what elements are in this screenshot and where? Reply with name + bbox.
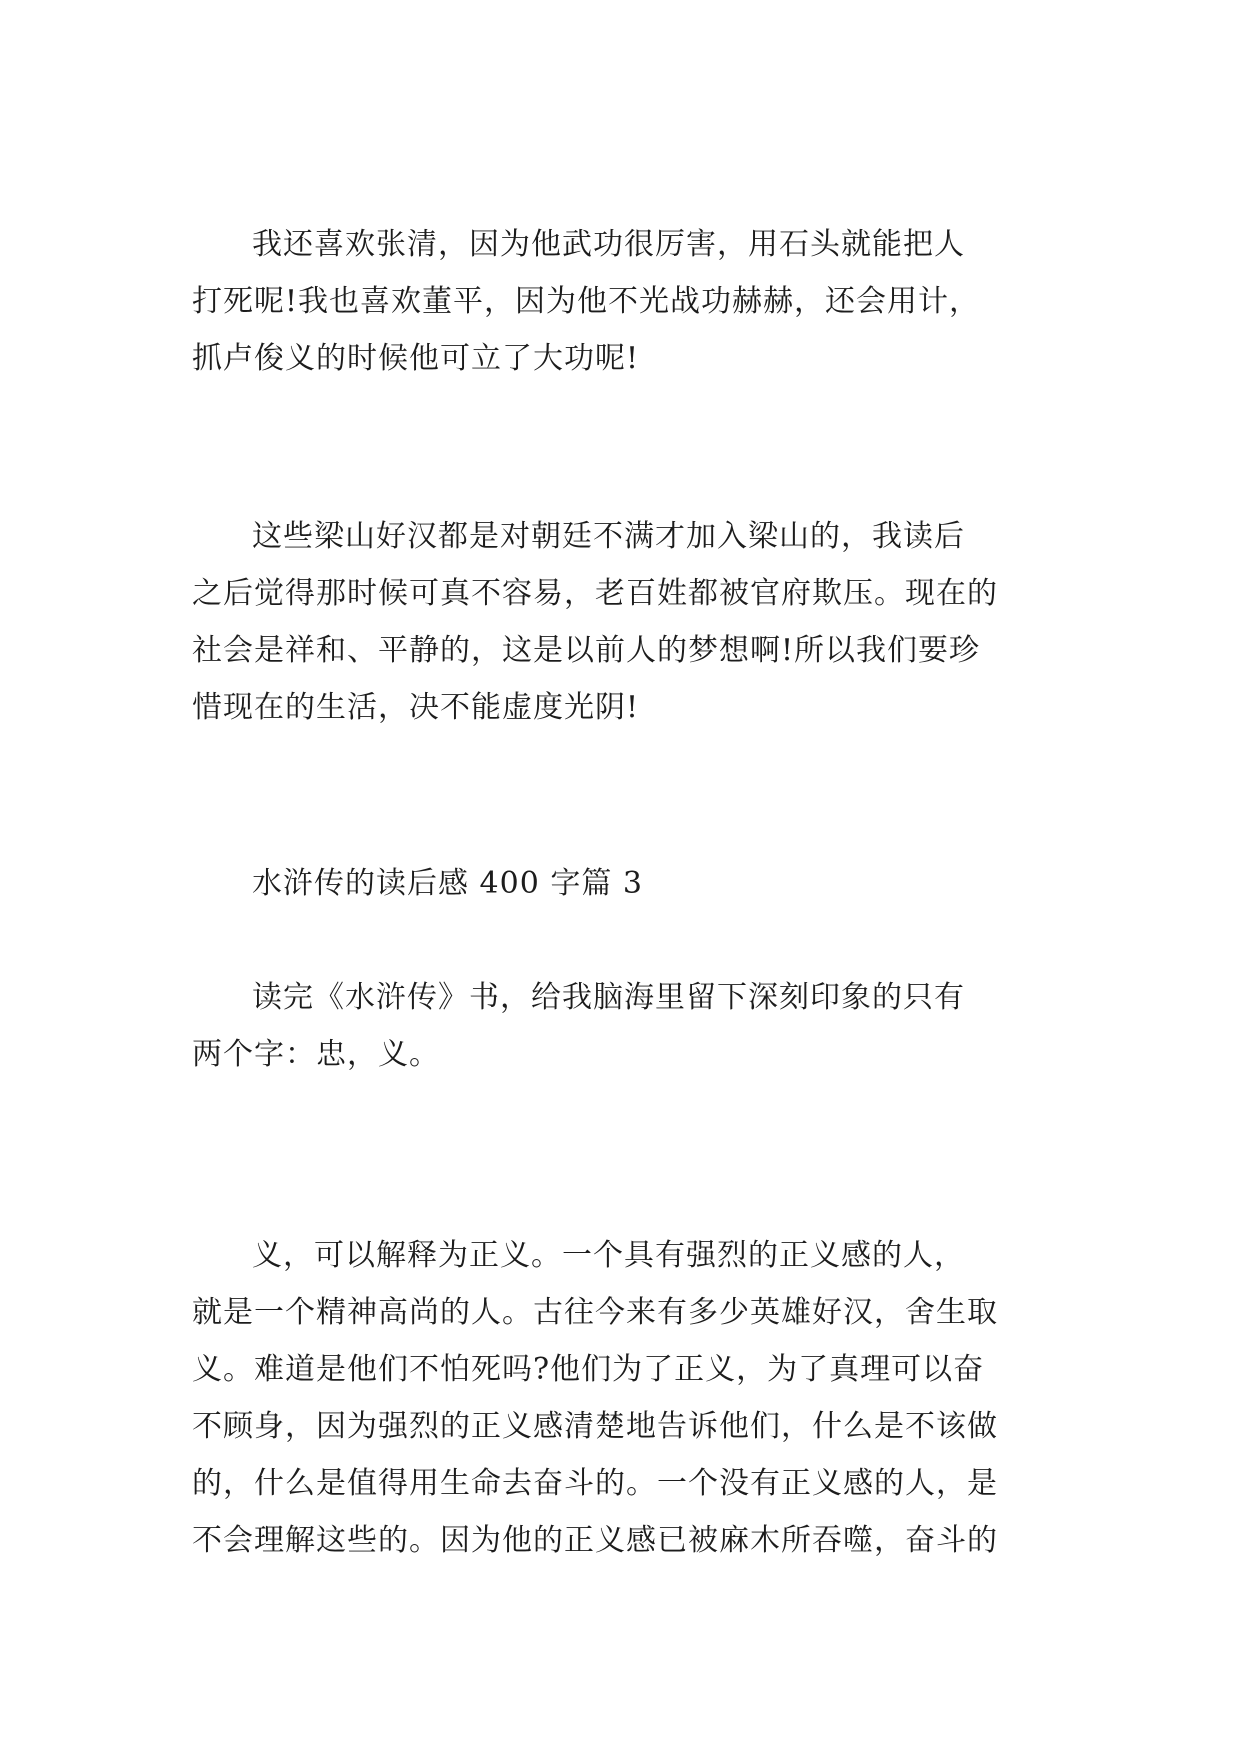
- paragraph-liangshan-heroes: [192, 508, 1062, 736]
- section-heading: [192, 855, 1062, 912]
- text-line: 惜现在的生活，决不能虚度光阴!: [192, 690, 640, 725]
- text-line: 不顾身，因为强烈的正义感清楚地告诉他们，什么是不该做: [192, 1409, 998, 1444]
- text-line: 抓卢俊义的时候他可立了大功呢!: [192, 341, 640, 376]
- text-line: 就是一个精神高尚的人。古往今来有多少英雄好汉，舍生取: [192, 1295, 998, 1330]
- paragraph-zhang-qing: [192, 216, 1062, 387]
- paragraph-loyalty-righteousness: [192, 969, 1062, 1083]
- text-line: 这些梁山好汉都是对朝廷不满才加入梁山的，我读后: [252, 519, 965, 554]
- text-line: 两个字：忠，义。: [192, 1037, 440, 1072]
- text-line: 我还喜欢张清，因为他武功很厉害，用石头就能把人: [252, 227, 965, 262]
- text-line: 不会理解这些的。因为他的正义感已被麻木所吞噬，奋斗的: [192, 1523, 998, 1558]
- text-line: 之后觉得那时候可真不容易，老百姓都被官府欺压。现在的: [192, 576, 998, 611]
- text-line: 义，可以解释为正义。一个具有强烈的正义感的人，: [252, 1238, 965, 1273]
- heading-text: 水浒传的读后感 400 字篇 3: [252, 866, 643, 901]
- text-line: 社会是祥和、平静的，这是以前人的梦想啊!所以我们要珍: [192, 633, 981, 668]
- paragraph-righteousness: [192, 1227, 1062, 1569]
- text-line: 的，什么是值得用生命去奋斗的。一个没有正义感的人，是: [192, 1466, 998, 1501]
- text-line: 读完《水浒传》书，给我脑海里留下深刻印象的只有: [252, 980, 965, 1015]
- text-line: 打死呢!我也喜欢董平，因为他不光战功赫赫，还会用计，: [192, 284, 981, 319]
- text-line: 义。难道是他们不怕死吗?他们为了正义，为了真理可以奋: [192, 1352, 985, 1387]
